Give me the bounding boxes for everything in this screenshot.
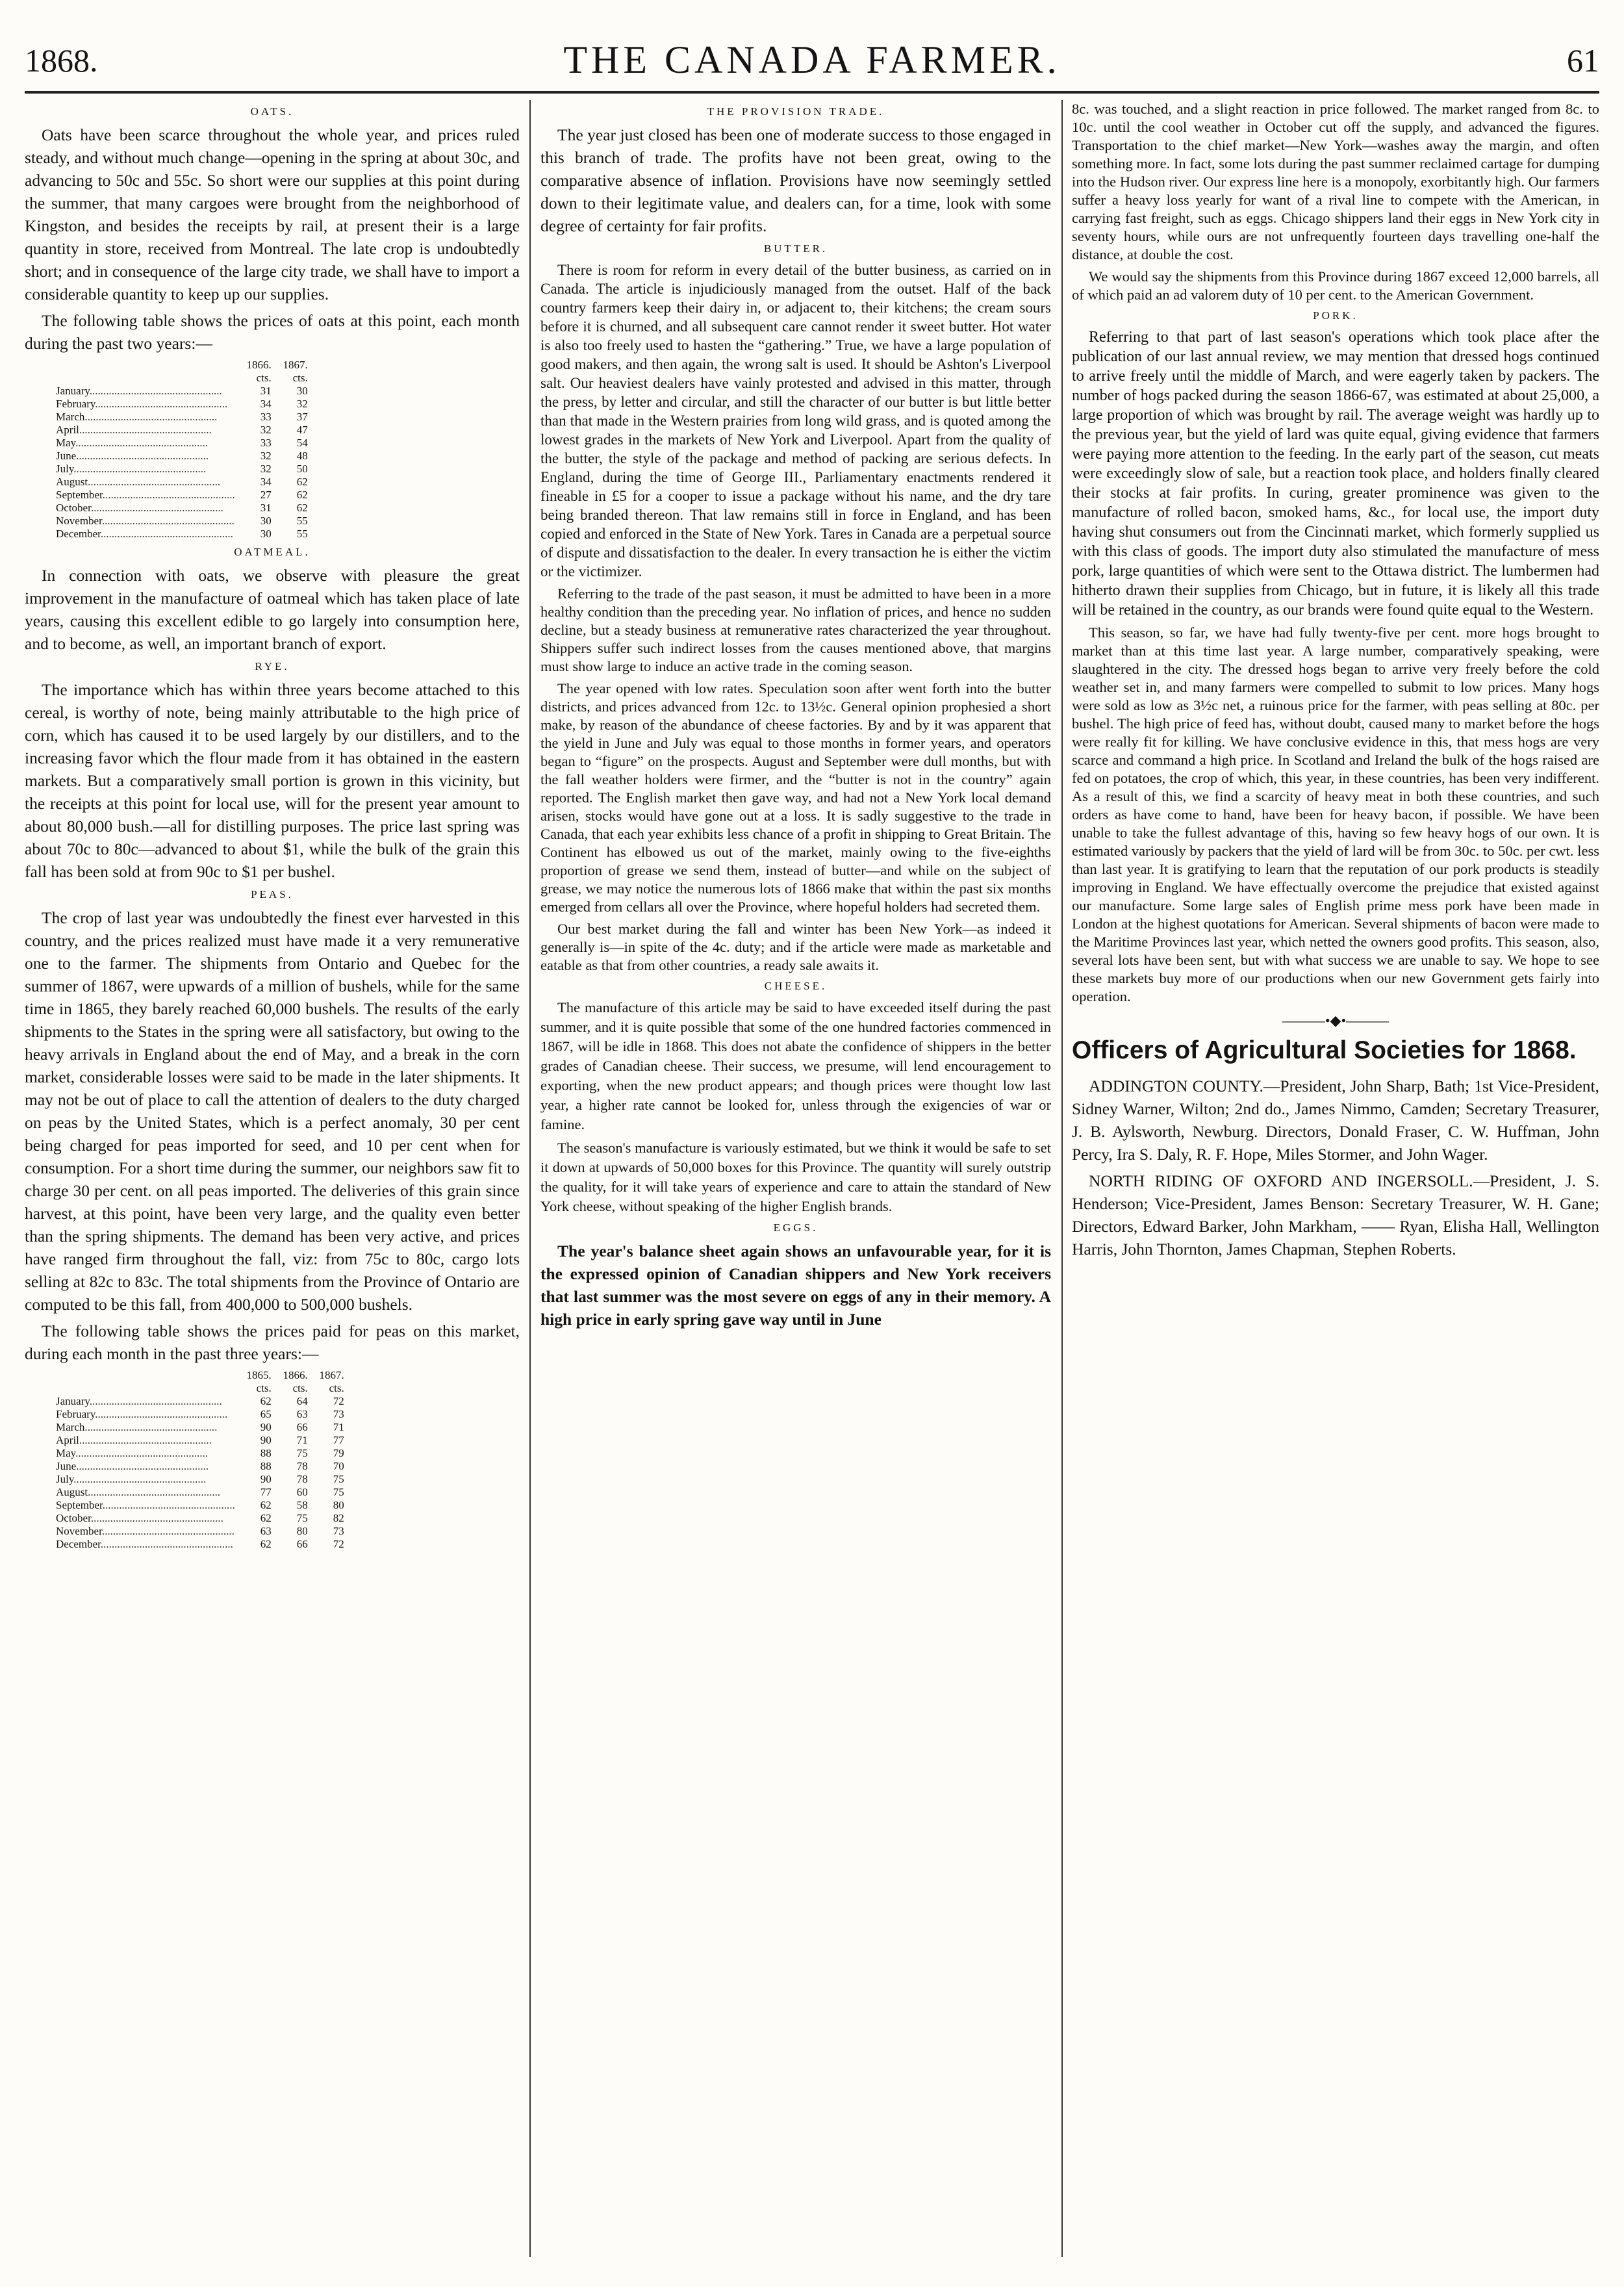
price-cell: 75 bbox=[296, 1512, 308, 1524]
article-paragraph: The year just closed has been one of moderate success to those engaged in this branch of trade. The profits have not been great, owing to the comparative absence of inflation. Provisions have now seemingly settled down to their legitimate value, and dealers can, for a time, look with some degree of certainty for fair profits. bbox=[540, 125, 1051, 235]
section-heading-pork: PORK. bbox=[1313, 309, 1358, 322]
month-cell: August ..... bbox=[51, 476, 240, 489]
year-header: 1866. bbox=[246, 359, 272, 371]
table-row bbox=[51, 1473, 349, 1486]
article-paragraph: 8c. was touched, and a slight reaction in price followed. The market ranged from 8c. to 10c. until the cool weather in October cut off the supply, and advanced the figures. Transportation to the chief market—New York—washes away the margin, and often something more. In fact, some lots during the past summer reclaimed cartage for dumping into the Hudson river. Our express line here is a monopoly, exorbitantly high. Our farmers suffer a heavy loss yearly for want of a rival line to compete with the American, in carrying fast freight, such as eggs. Chicago shippers land their eggs in New York city in seventy hours, while ours are not unfrequently fourteen days travelling one-half the distance, at double the cost. bbox=[1072, 101, 1599, 262]
month-cell: February ..... bbox=[51, 1408, 240, 1421]
section-heading-cheese: CHEESE. bbox=[764, 980, 828, 992]
article-paragraph: The year opened with low rates. Speculation soon after went forth into the butter districts, and prices advanced from 12c. to 13½c. General opinion prophesied a short make, by reason of the abundance of cheese factories. By and by it was apparent that the yield in June and July was equal to those months in former years, and operators began to “figure” on the prospects. August and September were dull months, but with the fall weather holders were firmer, and the “butter is not in the country” again reported. The English market then gave way, and had not a New York local demand arisen, stocks would have gone out at a loss. It is sadly suggestive to the trade in Canada, that each year exhibits less chance of a profit in shipping to Great Britain. The Continent has elbowed us out of the market, mainly owing to the five-eighths proportion of grease we send them, instead of butter—and while on the subject of grease, we may notice the numerous lots of 1866 make that within the past six months emerged from cellars all over the Province, where hopeful holders had secreted them. bbox=[540, 680, 1051, 915]
month-cell: October ..... bbox=[51, 1512, 240, 1525]
table-row bbox=[51, 1434, 349, 1447]
article-paragraph: Oats have been scarce throughout the whole year, and prices ruled steady, and without much change—opening in the spring at about 30c, and advancing to 50c and 55c. So short were our supplies at this point during the summer, that many cargoes were brought from the neighborhood of Kingston, and besides the receipts by rail, at present their is a large quantity in store, received from Montreal. The late crop is undoubtedly short; and in consequence of the large city trade, we shall have to import a considerable quantity to keep up our supplies. bbox=[25, 125, 520, 303]
month-cell: May ..... bbox=[51, 1447, 240, 1460]
price-cell: 30 bbox=[296, 385, 308, 397]
article-paragraph: The year's balance sheet again shows an unfavourable year, for it is the expressed opinion of Canadian shippers and New York receivers that last summer was the most severe on eggs of any in their memory. A high price in early spring gave way until in June bbox=[540, 1242, 1051, 1329]
price-cell: 63 bbox=[260, 1525, 272, 1537]
table-row bbox=[51, 1486, 349, 1499]
price-cell: 62 bbox=[260, 1512, 272, 1524]
price-cell: 31 bbox=[260, 502, 272, 514]
column-divider bbox=[529, 100, 531, 2257]
unit-header: cts. bbox=[292, 1382, 308, 1394]
section-heading-eggs: EGGS. bbox=[773, 1221, 818, 1234]
table-row bbox=[51, 1512, 349, 1525]
price-cell: 32 bbox=[296, 398, 308, 410]
price-cell: 58 bbox=[296, 1499, 308, 1511]
price-cell: 73 bbox=[333, 1408, 344, 1420]
month-cell: December ..... bbox=[51, 1538, 240, 1551]
price-cell: 62 bbox=[260, 1395, 272, 1407]
year-header: 1867. bbox=[283, 359, 308, 371]
price-cell: 71 bbox=[333, 1421, 344, 1433]
price-cell: 78 bbox=[296, 1473, 308, 1485]
column-1 bbox=[25, 100, 520, 2257]
page-number: 61 bbox=[1567, 42, 1599, 79]
price-cell: 63 bbox=[296, 1408, 308, 1420]
price-cell: 72 bbox=[333, 1395, 344, 1407]
price-cell: 66 bbox=[296, 1421, 308, 1433]
month-cell: August ..... bbox=[51, 1486, 240, 1499]
article-paragraph: The manufacture of this article may be said to have exceeded itself during the past summer, and it is quite possible that some of the one hundred factories commenced in 1867, will be idle in 1868. This does not abate the confidence of shippers in the better grades of Canadian cheese. Their success, we presume, will lend encouragement to exporting, when the new product appears; and though prices were thought low last year, a higher rate cannot be looked for, unless through the exigencies of war or famine. bbox=[540, 999, 1051, 1132]
issue-year: 1868. bbox=[25, 42, 98, 79]
month-cell: July ..... bbox=[51, 463, 240, 476]
unit-header: cts. bbox=[292, 372, 308, 384]
price-cell: 55 bbox=[296, 515, 308, 527]
price-cell: 60 bbox=[296, 1486, 308, 1498]
article-paragraph: Our best market during the fall and winter has been New York—as indeed it generally is—in spite of the 4c. duty; and if the article were made as marketable and eatable as that from other countries, a ready sale awaits it. bbox=[540, 921, 1051, 973]
price-cell: 77 bbox=[260, 1486, 272, 1498]
publication-title: THE CANADA FARMER. bbox=[563, 38, 1061, 81]
unit-header: cts. bbox=[256, 1382, 272, 1394]
article-paragraph: This season, so far, we have had fully twenty-five per cent. more hogs brought to market than at this time last year. A large number, comparatively speaking, were slaughtered in the city. The dressed hogs began to arrive very freely before the cold weather set in, and many farmers were compelled to submit to low prices. Many hogs were sold as low as 3½c net, a ruinous price for the farmer, with peas selling at 80c. per bushel. The high price of feed has, without doubt, caused many to market before the hogs were really fit for killing. We have conclusive evidence in this, that mess hogs are very scarce and command a high price. In Scotland and Ireland the bulk of the hogs raised are fed on potatoes, the crop of which, this year, in these countries, has been very indifferent. As a result of this, we find a scarcity of heavy meat in both these countries, and such orders as have come to hand, have been for heavy bacon, if possible. We have been unable to take the fullest advantage of this, having so few heavy hogs of our own. It is estimated variously by packers that the yield of lard will be from 30c. to 50c. per cwt. less than last year. It is gratifying to learn that the reputation of our pork products is steadily improving in England. We have effectually overcome the prejudice that existed against our manufacture. Some large sales of English prime mess pork have been made in London at the highest quotations for American. Several shipments of bacon were made to the Maritime Provinces last year, which netted the owners good profits. This season, also, several lots have been sent, but with what success we are unable to say. We hope to see these markets buy more of our productions when our new Government gets fairly into operation. bbox=[1072, 624, 1599, 1004]
price-cell: 66 bbox=[296, 1538, 308, 1550]
table-row bbox=[51, 424, 313, 437]
price-cell: 75 bbox=[296, 1447, 308, 1459]
peas-price-table bbox=[51, 1369, 349, 1551]
table-row bbox=[51, 1395, 349, 1408]
month-cell: April ..... bbox=[51, 424, 240, 437]
price-cell: 88 bbox=[260, 1460, 272, 1472]
month-cell: April ..... bbox=[51, 1434, 240, 1447]
price-cell: 77 bbox=[333, 1434, 344, 1446]
table-row bbox=[51, 450, 313, 463]
year-header: 1867. bbox=[319, 1369, 344, 1381]
section-heading-rye: RYE. bbox=[255, 660, 290, 672]
price-cell: 62 bbox=[260, 1538, 272, 1550]
month-cell: June ..... bbox=[51, 450, 240, 463]
ornamental-divider: ———•◆•——— bbox=[1282, 1012, 1389, 1029]
month-cell: January ..... bbox=[51, 385, 240, 398]
year-header: 1865. bbox=[246, 1369, 272, 1381]
masthead bbox=[25, 18, 1599, 90]
month-cell: October ..... bbox=[51, 502, 240, 515]
price-cell: 62 bbox=[296, 502, 308, 514]
month-cell: July ..... bbox=[51, 1473, 240, 1486]
table-row bbox=[51, 1499, 349, 1512]
article-paragraph: ADDINGTON COUNTY.—President, John Sharp, Bath; 1st Vice-President, Sidney Warner, Wilton; 2nd do., James Nimmo, Camden; Secretary Treasurer, J. B. Aylsworth, Newburg. Directors, Donald Fraser, C. W. Huffman, John Percy, Ira S. Daly, R. F. Hope, Miles Stormer, and John Wager. bbox=[1072, 1077, 1599, 1164]
price-cell: 82 bbox=[333, 1512, 344, 1524]
price-cell: 31 bbox=[260, 385, 272, 397]
price-cell: 32 bbox=[260, 424, 272, 436]
month-cell: December ..... bbox=[51, 528, 240, 541]
month-cell: June ..... bbox=[51, 1460, 240, 1473]
price-cell: 88 bbox=[260, 1447, 272, 1459]
price-cell: 75 bbox=[333, 1486, 344, 1498]
month-cell: May ..... bbox=[51, 437, 240, 450]
price-cell: 27 bbox=[260, 489, 272, 501]
table-row bbox=[51, 1421, 349, 1434]
article-paragraph: The following table shows the prices of oats at this point, each month during the past two years:— bbox=[25, 311, 520, 353]
section-heading-peas: PEAS. bbox=[251, 888, 294, 901]
masthead-rule bbox=[25, 91, 1599, 94]
table-row bbox=[51, 1447, 349, 1460]
month-cell: November ..... bbox=[51, 1525, 240, 1538]
price-cell: 50 bbox=[296, 463, 308, 475]
table-row bbox=[51, 411, 313, 424]
price-cell: 33 bbox=[260, 411, 272, 423]
month-cell: September ..... bbox=[51, 489, 240, 502]
price-cell: 90 bbox=[260, 1421, 272, 1433]
section-heading-butter: BUTTER. bbox=[763, 242, 828, 255]
table-row bbox=[51, 1408, 349, 1421]
price-cell: 54 bbox=[296, 437, 308, 449]
price-cell: 33 bbox=[260, 437, 272, 449]
table-row bbox=[51, 1460, 349, 1473]
oats-price-table bbox=[51, 359, 313, 541]
article-paragraph: In connection with oats, we observe with pleasure the great improvement in the manufacture of oatmeal which has taken place of late years, causing this excellent edible to go largely into consumption here, and to become, as well, an important branch of export. bbox=[25, 566, 520, 653]
price-cell: 34 bbox=[260, 398, 272, 410]
price-cell: 79 bbox=[333, 1447, 344, 1459]
table-row bbox=[51, 1538, 349, 1551]
month-cell: January ..... bbox=[51, 1395, 240, 1408]
price-cell: 65 bbox=[260, 1408, 272, 1420]
article-paragraph: NORTH RIDING OF OXFORD AND INGERSOLL.—President, J. S. Henderson; Vice-President, James Benson: Secretary Treasurer, W. H. Gane; Directors, Edward Barker, John Markham, —— Ryan, Elisha Hall, Wellington Harris, John Thornton, James Chapman, Stephen Roberts. bbox=[1072, 1171, 1599, 1258]
section-heading-oatmeal: OATMEAL. bbox=[234, 546, 311, 558]
price-cell: 47 bbox=[296, 424, 308, 436]
table-row bbox=[51, 385, 313, 398]
price-cell: 90 bbox=[260, 1434, 272, 1446]
price-cell: 34 bbox=[260, 476, 272, 488]
table-row bbox=[51, 502, 313, 515]
month-cell: March ..... bbox=[51, 411, 240, 424]
article-paragraph: The importance which has within three years become attached to this cereal, is worthy of note, being mainly attributable to the high price of corn, which has caused it to be used largely by our distillers, and to the increasing favor which the flour made from it has obtained in the eastern markets. But a comparatively small portion is grown in this vicinity, but the receipts at this point for local use, will for the present year amount to about 80,000 bush.—all for distilling purposes. The price last spring was about 70c to 80c—advanced to about $1, while the bulk of the grain this fall has been sold at from 90c to $1 per bushel. bbox=[25, 680, 520, 881]
month-cell: November ..... bbox=[51, 515, 240, 528]
price-cell: 72 bbox=[333, 1538, 344, 1550]
table-row bbox=[51, 515, 313, 528]
section-heading-provision-trade: THE PROVISION TRADE. bbox=[707, 105, 885, 118]
price-cell: 90 bbox=[260, 1473, 272, 1485]
price-cell: 30 bbox=[260, 528, 272, 540]
unit-header: cts. bbox=[329, 1382, 344, 1394]
officers-section-title: Officers of Agricultural Societies for 1868. bbox=[1072, 1036, 1577, 1064]
section-heading-oats: OATS. bbox=[250, 105, 294, 118]
column-divider bbox=[1061, 100, 1063, 2257]
price-cell: 37 bbox=[296, 411, 308, 423]
price-cell: 62 bbox=[296, 489, 308, 501]
price-cell: 48 bbox=[296, 450, 308, 462]
price-cell: 73 bbox=[333, 1525, 344, 1537]
article-paragraph: The crop of last year was undoubtedly the finest ever harvested in this country, and the prices realized must have made it a very remunerative one to the farmer. The shipments from Ontario and Quebec for the summer of 1867, were upwards of a million of bushels, while for the same time in 1865, they barely reached 60,000 bushels. The results of the early shipments to the States in the spring were all satisfactory, but owing to the heavy arrivals in England about the end of May, and a break in the corn market, considerable losses were said to be made in the later shipments. It may not be out of place to call the attention of dealers to the duty charged on peas by the United States, which is a perfect anomaly, 30 per cent being charged for peas imported for seed, and 10 per cent when for consumption. For a short time during the summer, our neighbors saw fit to charge 30 per cent. on all peas imported. The deliveries of this grain since harvest, at this point, have been very large, and the quality even better than the spring shipments. The demand has been very active, and prices have ranged firm throughout the fall, viz: from 75c to 80c, cargo lots selling at 82c to 83c. The total shipments from the Province of Ontario are computed to be this fall, from 400,000 to 500,000 bushels. bbox=[25, 908, 520, 1314]
table-row bbox=[51, 528, 313, 541]
price-cell: 64 bbox=[296, 1395, 308, 1407]
column-3 bbox=[1072, 100, 1599, 2257]
price-cell: 70 bbox=[333, 1460, 344, 1472]
price-cell: 32 bbox=[260, 463, 272, 475]
article-paragraph: We would say the shipments from this Province during 1867 exceed 12,000 barrels, all of which paid an ad valorem duty of 10 per cent. to the American Government. bbox=[1072, 268, 1599, 303]
table-row bbox=[51, 1525, 349, 1538]
price-cell: 78 bbox=[296, 1460, 308, 1472]
table-row bbox=[51, 398, 313, 411]
price-cell: 55 bbox=[296, 528, 308, 540]
table-row bbox=[51, 437, 313, 450]
table-row bbox=[51, 463, 313, 476]
article-paragraph: There is room for reform in every detail of the butter business, as carried on in Canada. The article is injudiciously managed from the outset. Half of the back country farmers keep their dairy in, or adjacent to, their kitchens; the cream sours before it is churned, and all subsequent care cannot render it sweet butter. Hot water is also too freely used to hasten the “gathering.” True, we have a large population of good makers, and then again, the wrong salt is used. It should be Ashton's Liverpool salt. Our heaviest dealers have vainly protested and advised in this matter, through the press, by letter and circular, and still the character of our butter is but little better than that made in the Western prairies from long wild grass, and is quoted among the lowest grades in the markets of New York and Liverpool. Apart from the quality of the butter, the style of the package and method of packing are serious defects. In England, during the time of George III., Parliamentary enactments rendered it fineable in £5 for a cooper to issue a package without his name, and the dry tare being branded thereon. That law remains still in force in England, and has been copied and enforced in the State of New York. Tares in Canada are a perpetual source of dispute and dissatisfaction to the dealer. In every transaction he is either the victim or the victimizer. bbox=[540, 262, 1051, 580]
article-paragraph: The season's manufacture is variously estimated, but we think it would be safe to set it down at upwards of 50,000 boxes for this Province. The quantity will surely outstrip the quality, for it will take years of experience and care to attain the standard of New York cheese, without speaking of the higher English brands. bbox=[540, 1140, 1051, 1214]
month-cell: March ..... bbox=[51, 1421, 240, 1434]
unit-header: cts. bbox=[256, 372, 272, 384]
newspaper-page bbox=[25, 18, 1599, 2266]
column-2 bbox=[540, 100, 1051, 2257]
month-cell: February ..... bbox=[51, 398, 240, 411]
month-cell: September ..... bbox=[51, 1499, 240, 1512]
year-header: 1866. bbox=[283, 1369, 308, 1381]
price-cell: 62 bbox=[260, 1499, 272, 1511]
article-paragraph: Referring to that part of last season's operations which took place after the publication of our last annual review, we may mention that dressed hogs continued to arrive freely until the middle of March, and were eagerly taken by packers. The number of hogs packed during the season 1866-67, was estimated at about 25,000, a large proportion of which was brought by rail. The average weight was hardly up to the previous year, but the yield of lard was quite equal, giving evidence that farmers were paying more attention to the feeding. In the early part of the season, cut meats were exceedingly slow of sale, but a reaction took place, and holders finally cleared their stocks at fair profits. In curing, greater prominence was given to the manufacture of rolled bacon, smoked hams, &c., for local use, the import duty having shut consumers out from the Cincinnati market, which formerly supplied us with this class of goods. The import duty also stimulated the manufacture of mess pork, large quantities of which were sent to the Ottawa district. The lumbermen had hitherto drawn their supplies from Chicago, but in future, it is likely all this trade will be retained in the country, as our brands were found quite equal to the Western. bbox=[1072, 329, 1599, 619]
article-paragraph: Referring to the trade of the past season, it must be admitted to have been in a more healthy condition than the preceding year. No inflation of prices, and hence no sudden decline, but a steady business at remunerative rates characterized the year throughout. Shippers suffer such indirect losses from the causes mentioned above, that margins must show large to induce an active trade in the coming season. bbox=[540, 585, 1051, 674]
price-cell: 62 bbox=[296, 476, 308, 488]
price-cell: 80 bbox=[333, 1499, 344, 1511]
table-row bbox=[51, 476, 313, 489]
table-row bbox=[51, 489, 313, 502]
article-paragraph: The following table shows the prices paid for peas on this market, during each month in the past three years:— bbox=[25, 1322, 520, 1363]
price-cell: 71 bbox=[296, 1434, 308, 1446]
price-cell: 32 bbox=[260, 450, 272, 462]
price-cell: 30 bbox=[260, 515, 272, 527]
price-cell: 80 bbox=[296, 1525, 308, 1537]
price-cell: 75 bbox=[333, 1473, 344, 1485]
